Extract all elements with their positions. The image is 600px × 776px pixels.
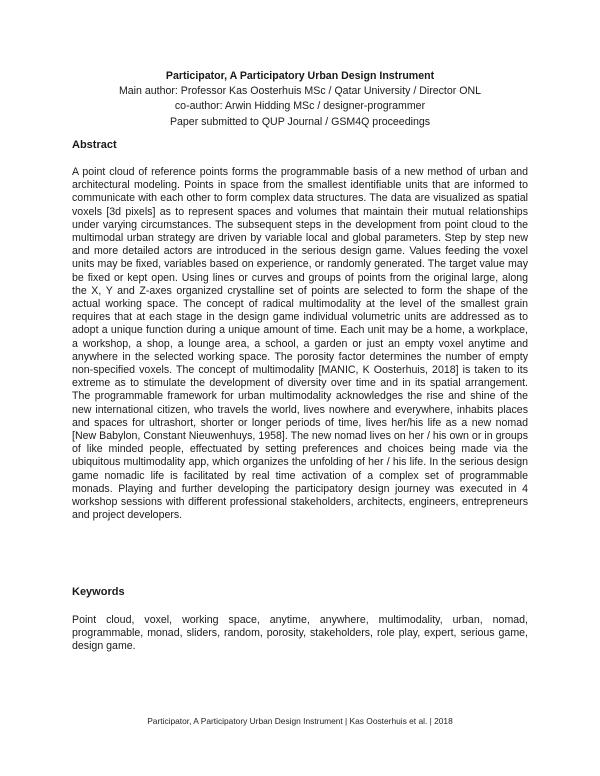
paper-title: Participator, A Participatory Urban Design Instrument [165, 70, 435, 82]
abstract-text: A point cloud of reference points forms the programmable basis of a new method of urban and architectural modeling. Points in space from the smallest identifiable units that are informed to communicate with each other to form complex data structures. The data are visualized as spatial voxels [3d pixels] as to represent spaces and volumes that maintain their mutual relationships under varying circumstances. The subsequent steps in the development from point cloud to the multimodal urban strategy are driven by variable local and global parameters. Step by step new and more detailed actors are introduced in the serious design game. Values feeding the voxel units may be fixed, variables based on experience, or randomly generated. The target value may be fixed or kept open. Using lines or curves and groups of points from the original large, along the X, Y and Z-axes organized crystalline set of points are selected to form the shape of the actual working space. The concept of radical multimodality at the level of the smallest grain requires that at each stage in the design game individual volumetric units are addressed as to adopt a unique function during a unique amount of time. Each unit may be a home, a workplace, a workshop, a shop, a lounge area, a school, a garden or just an empty voxel anytime and anywhere in the selected working space. The porosity factor determines the number of empty non-specified voxels. The concept of multimodality [MANIC, K Oosterhuis, 2018] is taken to its extreme as to stimulate the development of diversity over time and in its spatial arrangement. The programmable framework for urban multimodality acknowledges the rise and shine of the new international citizen, who travels the world, lives nowhere and everywhere, inhabits places and spaces for ultrashort, shorter or longer periods of time, lives her/his life as a new nomad [New Babylon, Constant Nieuwenhuys, 1958]. The new nomad lives on her / his own or in groups of like minded people, effectuated by setting preferences and choices being made via the ubiquitous multimodality app, which organizes the unfolding of her / his life. In the serious design game nomadic life is facilitated by real time activation of a complex set of programmable monads. Playing and further developing the participatory design journey was executed in 4 workshop sessions with different professional stakeholders, architects, engineers, entrepreneurs and project developers. [72, 166, 528, 522]
abstract-heading: Abstract [72, 139, 117, 151]
main-author-line: Main author: Professor Kas Oosterhuis MSc / Qatar University / Director ONL [118, 85, 482, 98]
keywords-text: Point cloud, voxel, working space, anytime, anywhere, multimodality, urban, nomad, programmable, monad, sliders, random, porosity, stakeholders, role play, expert, serious game, design game. [72, 614, 528, 653]
keywords-heading: Keywords [72, 586, 125, 598]
page-footer: Participator, A Participatory Urban Design Instrument | Kas Oosterhuis et al. | 2018 [147, 716, 453, 726]
co-author-line: co-author: Arwin Hidding MSc / designer-programmer [174, 100, 426, 113]
submission-line: Paper submitted to QUP Journal / GSM4Q proceedings [169, 115, 431, 128]
paper-header [0, 69, 600, 130]
